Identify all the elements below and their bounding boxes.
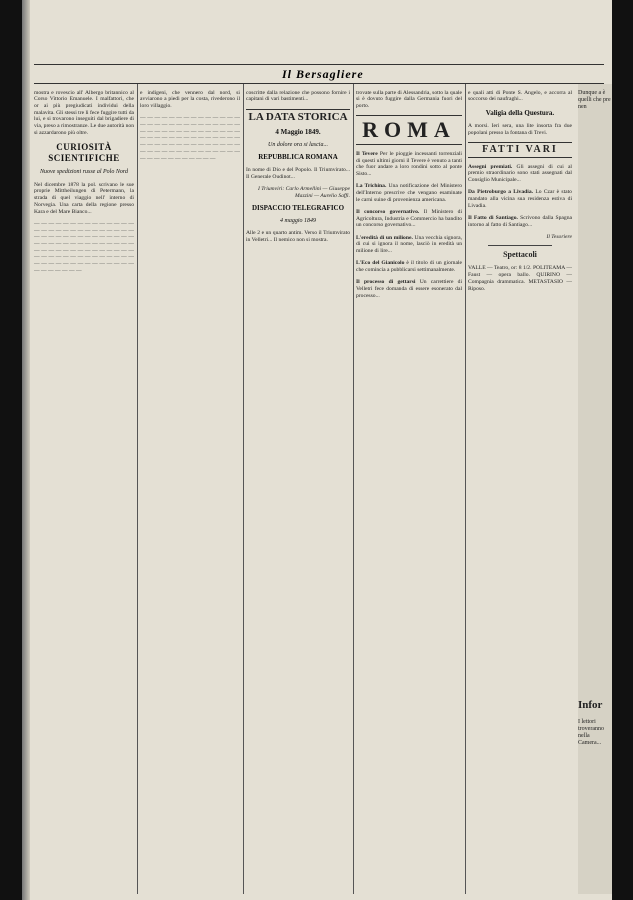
- item4-title: L'eredità di un milione.: [356, 234, 413, 241]
- fatti2-body: Lo Czar è stato mandato alla vicina sua residenza estiva di Livadia.: [468, 189, 572, 209]
- item2-title: La Trichina.: [356, 183, 387, 190]
- masthead: [34, 64, 604, 84]
- column-4: [356, 84, 462, 894]
- col2-body: e indigeni, che vennero dal nord, si avviarono a piedi per la costa, rivederono il loro villaggio.: [140, 89, 240, 109]
- item6-title: Il processo di gettarsi: [356, 279, 416, 286]
- edge-bottom-title: Infor: [578, 699, 603, 711]
- data-storica-title: LA DATA STORICA: [246, 109, 350, 124]
- dispaccio-date: 4 maggio 1849: [280, 217, 316, 224]
- col5-head: e quali atti di Ponte S. Angelo, e accorra al soccorso dei naufraghi...: [468, 89, 572, 103]
- edge-notes: Dunque a è quelli che pre nen: [578, 90, 611, 110]
- col1-subheading: Nuove spedizioni russe al Polo Nord: [40, 169, 128, 176]
- repubblica-heading: REPUBBLICA ROMANA: [258, 152, 338, 161]
- item2-body: Una notificazione del Ministero dell'Interno prescrive che vengano esaminate le carni suine di provenienza americana.: [356, 183, 462, 203]
- column-rule: [243, 84, 244, 894]
- col3-body: coscritte dalla relazione che possono fornire i capitani di vari bastimenti...: [246, 89, 350, 103]
- masthead-title: Il Bersagliere: [282, 67, 364, 81]
- spettacoli-heading: Spettacoli: [503, 249, 537, 259]
- fatti3-body: Scrivono dalla Spagna intorno al fatto di Santiago...: [468, 215, 572, 228]
- valigia-body: A morsi. Ieri sera, una lite insorta fra due popolani presso la fontana di Trevi.: [468, 123, 572, 136]
- col1-intro: mostra e rovescio all' Albergo britannico al Corso Vittorio Emanuele. I malfattori, che or ai più pregiudicati individui della malavita. Gli stessi tre li fece fuggire tutti da lui, e si trovarono inseguiti dal brigadiere di via, preso a rimostranze. Le due autorità non si azzardarono più oltre.: [34, 89, 134, 136]
- item1-title: Il Tevere: [356, 150, 378, 157]
- item1-body: Per le pioggie incessanti torrenziali di questi ultimi giorni il Tevere è venuto a tanti che fuor andare a loro rondini sotto al ponte Sisto...: [356, 150, 462, 177]
- item6-body: Un carrettiere di Velletri fece domanda di essere esonerato dal processo...: [356, 279, 462, 299]
- item3-title: Il concorso governativo.: [356, 209, 420, 215]
- item3-body: Il Ministero di Agricoltura, Industria e Commercio ha bandito un concorso governativo...: [356, 209, 462, 229]
- page-fold-shadow: [22, 0, 30, 900]
- item4-body: Una vecchia signora, di cui si ignora il nome, lasciò in eredità un milione di lire...: [356, 234, 462, 255]
- column-2: [140, 84, 240, 894]
- column-1: [34, 84, 134, 894]
- fatti2-title: Da Pietroburgo a Livadia.: [468, 189, 534, 196]
- column-rule: [465, 84, 466, 894]
- col1-text-filler: — — — — — — — — — — — — — — — — — — — — — — — — — — — — — — — — — — — — — — — — — — — — — — — — — — — — — — — — — — — — — — — — — — — — — — — — — — — — — — — — — — — — — — — — — — — — — — — — — — — — — — — — —: [34, 220, 134, 274]
- item5-title: L'Eco del Gianicolo: [356, 260, 405, 267]
- edge-bottom-text: I lettori troveranno nella Camera...: [578, 719, 604, 746]
- valigia-heading: Valigia della Questura.: [485, 108, 555, 117]
- section-divider: [488, 245, 552, 246]
- roma-heading: ROMA: [356, 115, 462, 145]
- data-storica-date: 4 Maggio 1849.: [275, 127, 321, 136]
- dispaccio-heading: DISPACCIO TELEGRAFICO: [251, 203, 345, 212]
- dispaccio-body: Alle 2 e un quarto antim. Verso il Triumvirato in Velletri... Il nemico non si mostra.: [246, 230, 350, 243]
- column-rule: [353, 84, 354, 894]
- data-storica-note: Un dolore ora si lascia...: [268, 141, 328, 148]
- col1-heading: CURIOSITÀ SCIENTIFICHE: [48, 142, 120, 164]
- column-rule: [137, 84, 138, 894]
- column-5: [468, 84, 572, 894]
- tesoriere-signature: Il Tesoriere: [546, 234, 572, 241]
- col2-text-filler: — — — — — — — — — — — — — — — — — — — — — — — — — — — — — — — — — — — — — — — — — — — — — — — — — — — — — — — — — — — — — — — — — — — — — — — — — — — — — — — — — — — — — — — — — — — — — — —: [140, 115, 240, 162]
- col1-body: Nel dicembre 1878 la pol. scrivano le sue proprie Mittheilungen di Petermann, la strada di quel viaggio nell' interno di Norvegia. Una carta della regione presso Kara e del Mare Bianco...: [34, 181, 134, 215]
- fatti3-title: Il Fatto di Santiago.: [468, 215, 518, 222]
- edge-spacer: [578, 117, 612, 697]
- col4-head-note: trovate sulla parte di Alessandria, sotto la quale si è dovuto fuggire dalla Germania fuori del porto.: [356, 89, 462, 109]
- fatti1-body: Gli assegni di cui al premio straordinario sono stati assegnati dal Consiglio Municipale...: [468, 163, 572, 184]
- fatti1-title: Assegni premiati.: [468, 163, 513, 170]
- repubblica-body: In nome di Dio e del Popolo. Il Triumvirato... Il Generale Oudinot...: [246, 167, 350, 180]
- adjacent-page-edge: [578, 84, 612, 894]
- newspaper-page: [22, 0, 612, 900]
- spettacoli-body: VALLE — Teatro, or: 8 1/2. POLITEAMA — Faust — opera ballo. QUIRINO — Compagnia drammatica. METASTASIO — Riposo.: [468, 265, 572, 292]
- fatti-vari-heading: FATTI VARI: [468, 142, 572, 158]
- triumviri-signature: I Triumviri: Carlo Armellini — Giuseppe Mazzini — Aurelio Saffi.: [257, 186, 350, 199]
- column-3: [246, 84, 350, 894]
- item5-body: è il titolo di un giornale che comincia a pubblicarsi settimanalmente.: [356, 260, 462, 274]
